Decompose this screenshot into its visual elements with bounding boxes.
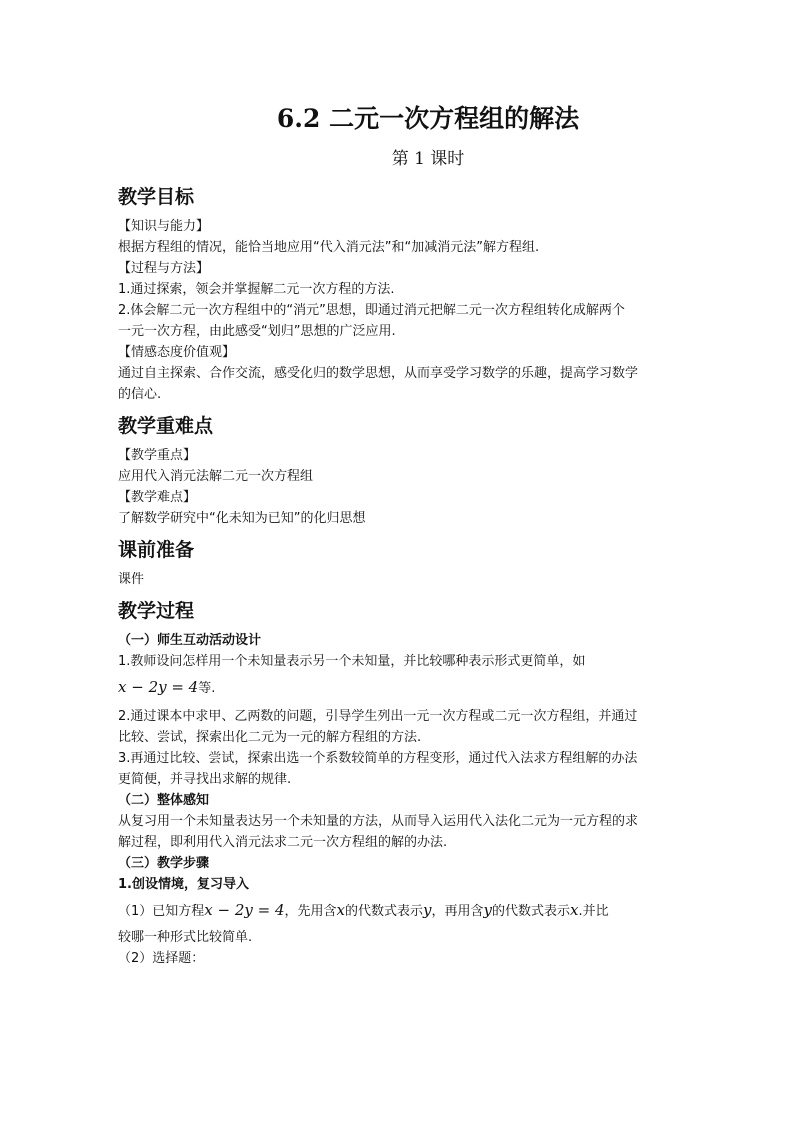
text-q1-d: ，再用含: [431, 904, 484, 919]
text-step1: 1.创设情境，复习导入: [118, 877, 249, 892]
label-knowledge: 【知识与能力】: [118, 219, 210, 234]
text-q1-a: （1）已知方程: [118, 904, 205, 919]
text-emotion-a: 通过自主探索、合作交流，感受化归的数学思想，从而享受学习数学的乐趣，提高学习数学: [118, 366, 639, 381]
text-difficulty: 了解数学研究中“化未知为已知”的化归思想: [118, 511, 366, 526]
text-emotion-b: 的信心.: [118, 387, 162, 402]
text-process-1: 1.通过探索，领会并掌握解二元一次方程的方法.: [118, 282, 395, 297]
item1-equation-line: [118, 672, 678, 704]
text-q1-g: 较哪一种形式比较简单.: [118, 930, 253, 945]
text-q1-f: .并比: [578, 904, 609, 919]
var-x-2: x: [570, 901, 579, 919]
var-y-1: y: [423, 901, 432, 919]
label-process: 【过程与方法】: [118, 261, 210, 276]
label-key: 【教学重点】: [118, 448, 197, 463]
text-q1-c: 的代数式表示: [345, 904, 424, 919]
label-difficulty: 【教学难点】: [118, 490, 197, 505]
text-knowledge: 根据方程组的情况，能恰当地应用“代入消元法”和“加减消元法”解方程组.: [118, 240, 540, 255]
label-emotion: 【情感态度价值观】: [118, 345, 236, 360]
text-whole-b: 解过程，即利用代入消元法求二元一次方程组的解的办法.: [118, 835, 448, 850]
page-title: 6.2 二元一次方程组的解法: [276, 104, 580, 133]
text-process-2a: 2.体会解二元一次方程组中的“消元”思想，即通过消元把解二元一次方程组转化成解两个: [118, 303, 625, 318]
question-1-line: [118, 895, 678, 927]
subheading-whole: （二）整体感知: [118, 793, 210, 808]
text-process-2b: 一元一次方程，由此感受“划归”思想的广泛应用.: [118, 324, 396, 339]
subheading-interaction: （一）师生互动活动设计: [118, 633, 262, 648]
heading-prep: 课前准备: [118, 539, 195, 561]
text-item3b: 更简便，并寻找出求解的规律.: [118, 772, 292, 787]
text-item1a: 1.教师设问怎样用一个未知量表示另一个未知量，并比较哪种表示形式更简单，如: [118, 654, 586, 669]
text-prep: 课件: [118, 572, 145, 587]
heading-goals: 教学目标: [118, 186, 195, 208]
text-key: 应用代入消元法解二元一次方程组: [118, 469, 314, 484]
text-item2a: 2.通过课本中求甲、乙两数的问题，引导学生列出一元一次方程或二元一次方程组，并通过: [118, 709, 638, 724]
text-whole-a: 从复习用一个未知量表达另一个未知量的方法，从而导入运用代入法化二元为一元方程的求: [118, 814, 639, 829]
equation-q1: x − 2y = 4: [204, 901, 285, 919]
text-q1-b: ，先用含: [284, 904, 337, 919]
subheading-steps: （三）教学步骤: [118, 856, 210, 871]
text-item3a: 3.再通过比较、尝试，探索出选一个系数较简单的方程变形，通过代入法求方程组解的办法: [118, 751, 638, 766]
document-body: [118, 100, 678, 969]
heading-key-points: 教学重难点: [118, 415, 214, 437]
heading-process: 教学过程: [118, 600, 195, 622]
text-q2: （2）选择题：: [118, 951, 205, 966]
var-y-2: y: [483, 901, 492, 919]
page-subtitle: 第 1 课时: [391, 149, 465, 169]
text-q1-e: 的代数式表示: [492, 904, 571, 919]
text-item2b: 比较、尝试，探索出化二元为一元的解方程组的方法.: [118, 730, 422, 745]
text-item1-suffix: 等.: [198, 681, 216, 696]
var-x-1: x: [336, 901, 345, 919]
equation-x-2y-4: x − 2y = 4: [118, 678, 199, 696]
